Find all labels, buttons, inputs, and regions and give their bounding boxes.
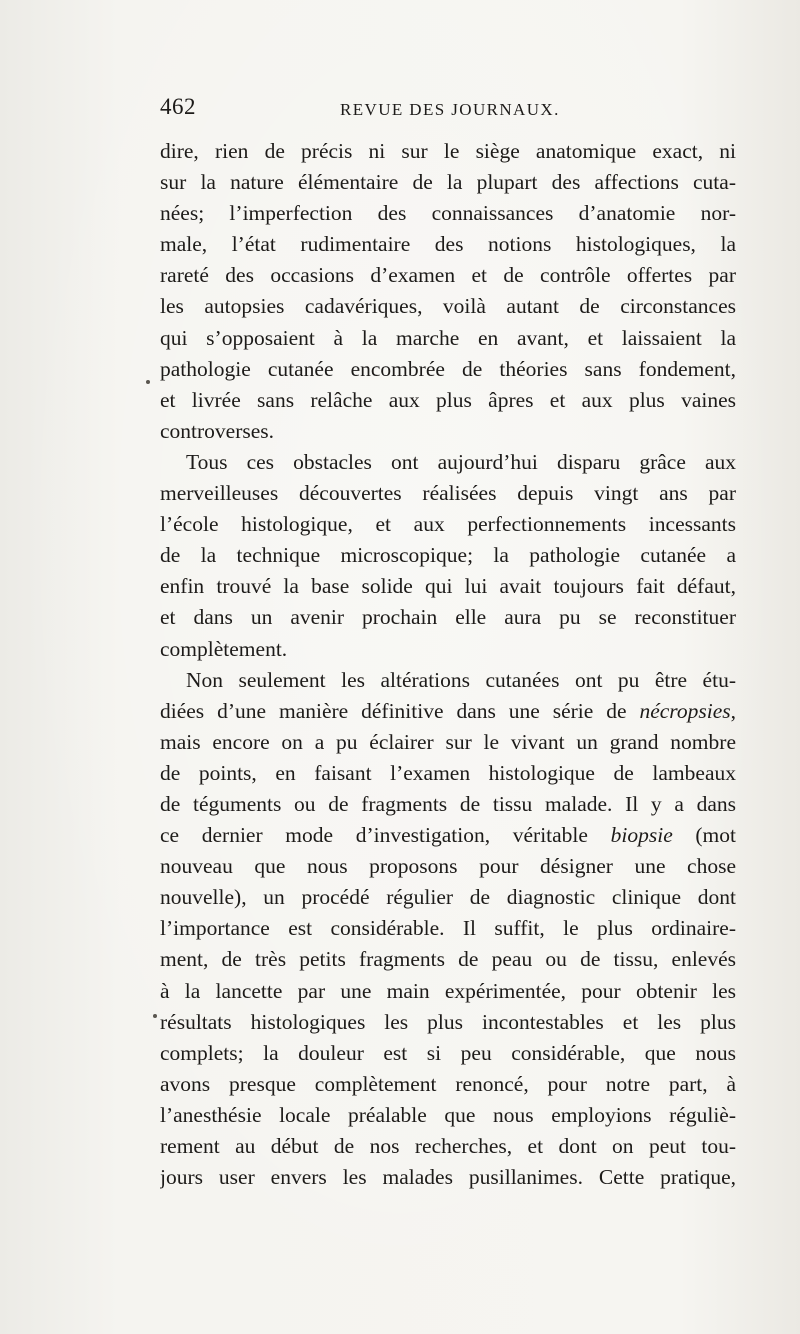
- italic-term: biopsie: [610, 823, 673, 848]
- text-line: rement au début de nos recherches, et dont on peut tou-: [160, 1134, 736, 1158]
- text-line: l’importance est considérable. Il suffit, le plus ordinaire-: [160, 916, 736, 941]
- text-line: male, l’état rudimentaire des notions histologiques, la: [160, 232, 736, 257]
- text-line: complets; la douleur est si peu considérable, que nous: [160, 1040, 736, 1065]
- text-line: nouveau que nous proposons pour désigner une chose: [160, 854, 736, 879]
- text-line: [160, 820, 736, 851]
- text-line: qui s’opposaient à la marche en avant, et laissaient la: [160, 325, 736, 350]
- text-span: diées d’une manière définitive dans une série de: [160, 698, 640, 723]
- ink-speck: [146, 380, 150, 384]
- text-line: [160, 696, 736, 727]
- page-number: 462: [160, 94, 196, 119]
- text-line: les autopsies cadavériques, voilà autant de circonstances: [160, 294, 736, 319]
- text-span: ,: [730, 698, 736, 723]
- paragraph-end-line: controverses.: [160, 418, 275, 443]
- text-line: résultats histologiques les plus incontestables et les plus: [160, 1009, 736, 1034]
- text-line: ment, de très petits fragments de peau ou de tissu, enlevés: [160, 947, 736, 972]
- paragraph-start-line: Non seulement les altérations cutanées ont pu être étu-: [186, 667, 736, 692]
- body-text: [160, 136, 736, 1193]
- italic-term: nécropsies: [639, 698, 731, 723]
- text-line: enfin trouvé la base solide qui lui avait toujours fait défaut,: [160, 574, 736, 599]
- running-head: REVUE DES JOURNAUX.: [340, 100, 560, 119]
- text-line: l’école histologique, et aux perfectionnements incessants: [160, 512, 736, 537]
- text-span: (mot: [672, 823, 736, 848]
- text-line: pathologie cutanée encombrée de théories sans fondement,: [160, 356, 736, 381]
- text-line: merveilleuses découvertes réalisées depuis vingt ans par: [160, 481, 736, 506]
- text-line: nouvelle), un procédé régulier de diagnostic clinique dont: [160, 885, 736, 910]
- text-line: et livrée sans relâche aux plus âpres et aux plus vaines: [160, 387, 736, 412]
- paragraph-start-line: Tous ces obstacles ont aujourd’hui disparu grâce aux: [186, 449, 736, 474]
- text-line: nées; l’imperfection des connaissances d’anatomie nor-: [160, 201, 736, 226]
- text-span: ce dernier mode d’investigation, véritable: [160, 823, 611, 848]
- text-line: de points, en faisant l’examen histologique de lambeaux: [160, 760, 736, 785]
- text-line: sur la nature élémentaire de la plupart des affections cuta-: [160, 170, 736, 195]
- text-line: de la technique microscopique; la pathologie cutanée a: [160, 543, 736, 568]
- text-line: mais encore on a pu éclairer sur le vivant un grand nombre: [160, 729, 736, 754]
- text-line: jours user envers les malades pusillanimes. Cette pratique,: [160, 1165, 736, 1190]
- paragraph-end-line: complètement.: [160, 636, 288, 661]
- ink-speck: [153, 1014, 157, 1018]
- text-line: à la lancette par une main expérimentée, pour obtenir les: [160, 978, 736, 1003]
- text-line: et dans un avenir prochain elle aura pu se reconstituer: [160, 605, 736, 630]
- text-line: l’anesthésie locale préalable que nous employions réguliè-: [160, 1102, 736, 1127]
- text-line: avons presque complètement renoncé, pour notre part, à: [160, 1071, 736, 1096]
- text-line: dire, rien de précis ni sur le siège anatomique exact, ni: [160, 139, 736, 163]
- text-line: rareté des occasions d’examen et de contrôle offertes par: [160, 263, 736, 288]
- page-header: [160, 92, 735, 128]
- text-line: de téguments ou de fragments de tissu malade. Il y a dans: [160, 791, 736, 816]
